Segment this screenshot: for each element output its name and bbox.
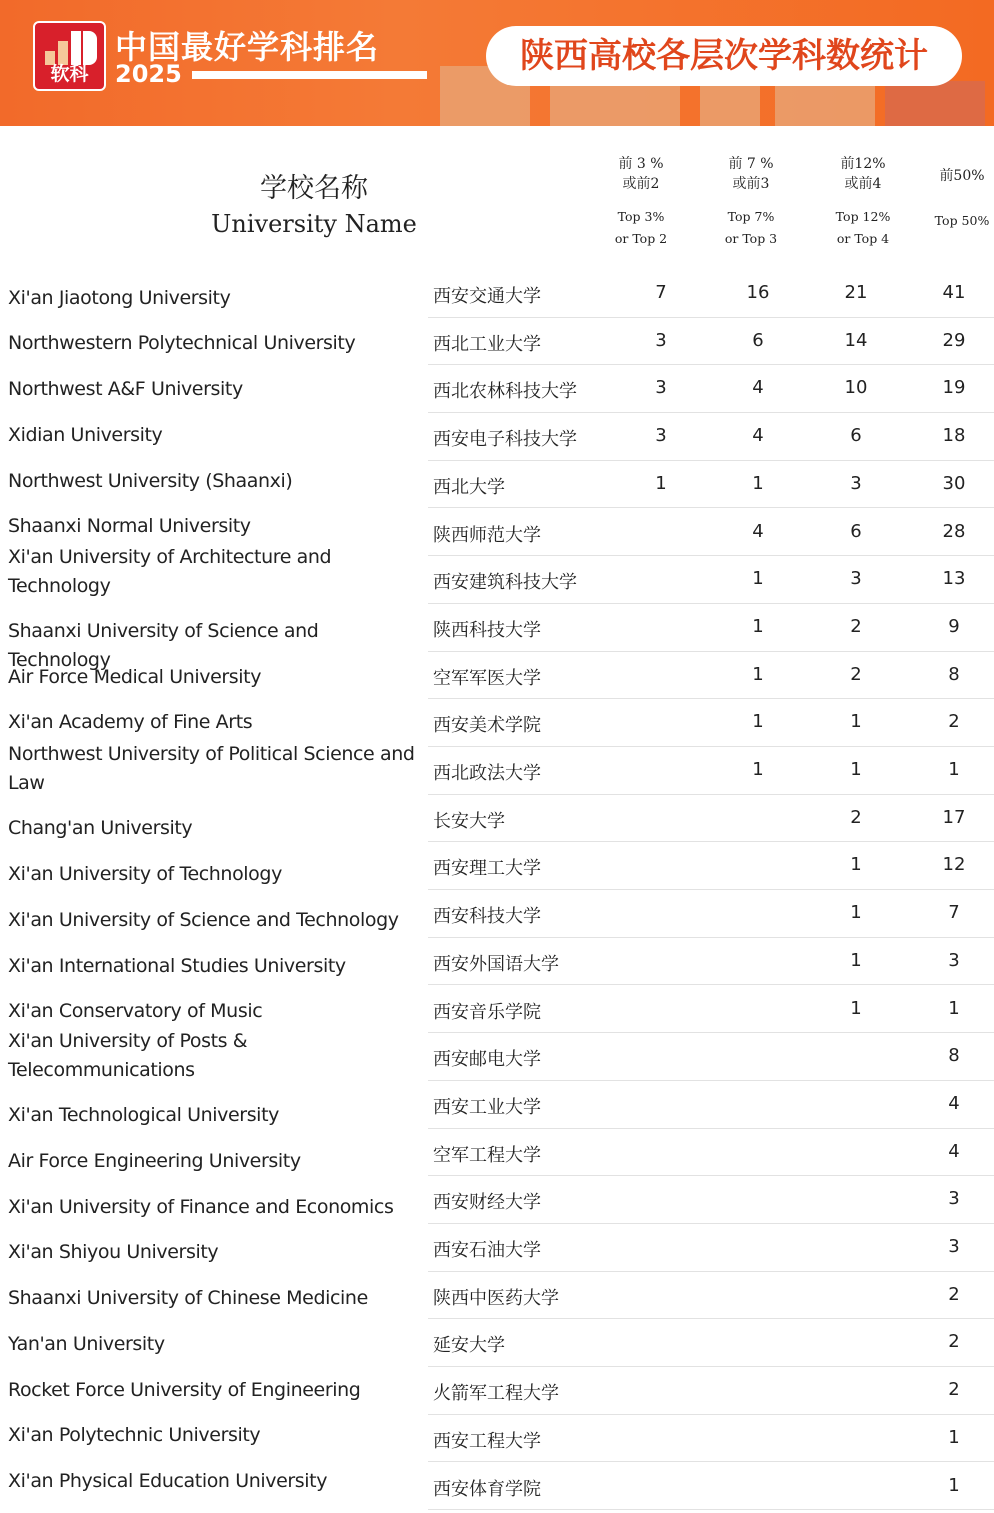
table-row: [428, 365, 994, 413]
subject-count: 1: [948, 1474, 960, 1496]
table-row: [428, 1367, 994, 1415]
subject-count: 4: [752, 425, 764, 447]
table-row: [428, 747, 994, 795]
column-header: [808, 154, 918, 250]
subject-count: 2: [948, 711, 960, 733]
subject-count: 29: [942, 329, 966, 351]
university-name-cn: 西安外国语大学: [433, 953, 559, 975]
university-name-cn: 陕西中医药大学: [433, 1287, 559, 1309]
university-name-cn: 西安邮电大学: [433, 1049, 541, 1071]
table-row: [428, 1415, 994, 1463]
university-name-cn: 西安财经大学: [433, 1192, 541, 1214]
column-header: [586, 154, 696, 250]
column-header-en: [808, 206, 918, 250]
subject-count: 3: [948, 1188, 960, 1210]
column-header-en-line: or Top 3: [724, 231, 778, 246]
table-row: [428, 1176, 994, 1224]
university-name-en: Xi'an University of Posts & Telecommunications: [8, 1030, 248, 1081]
subject-count: 30: [942, 472, 966, 494]
university-name-cn: 西北大学: [433, 476, 505, 498]
subject-count: 6: [850, 425, 862, 447]
university-name-en: Air Force Engineering University: [8, 1150, 301, 1172]
subject-count: 10: [844, 377, 868, 399]
university-name-en: Xi'an International Studies University: [8, 955, 346, 977]
subject-count: 1: [752, 568, 764, 590]
subject-count: 2: [948, 1331, 960, 1353]
table-row: [428, 842, 994, 890]
subject-count: 1: [850, 711, 862, 733]
subject-count: 1: [850, 997, 862, 1019]
university-name-cn: 空军军医大学: [433, 667, 541, 689]
column-header-en: [696, 206, 806, 250]
subject-count: 4: [948, 1092, 960, 1114]
subject-count: 6: [850, 520, 862, 542]
university-name-en: Chang'an University: [8, 817, 193, 839]
university-name-en: Shaanxi University of Science and Technology: [8, 620, 319, 671]
subject-count: 18: [942, 425, 966, 447]
university-name-en: Northwest University (Shaanxi): [8, 470, 293, 492]
column-header-en-line: Top 12%: [835, 209, 891, 224]
column-header-en-line: Top 50%: [934, 213, 990, 228]
column-header-en-line: or Top 2: [614, 231, 668, 246]
subject-count: 1: [752, 759, 764, 780]
university-name-cn: 长安大学: [433, 810, 505, 832]
subject-count: 1: [752, 472, 764, 494]
column-header-cn-line: 或前4: [844, 176, 882, 192]
table-row: [428, 270, 994, 318]
table-row: [428, 1033, 994, 1081]
university-name-en: Yan'an University: [8, 1333, 165, 1355]
table-row: [428, 938, 994, 986]
column-header-cn: [696, 154, 806, 194]
page-title: 陕西高校各层次学科数统计: [486, 26, 962, 86]
subject-count: 2: [850, 806, 862, 828]
university-name-en: Northwestern Polytechnical University: [8, 332, 356, 354]
table-row: [428, 699, 994, 747]
subject-count: 2: [850, 663, 862, 685]
column-header-cn: [808, 154, 918, 194]
column-header-cn-line: 前 7 %: [728, 156, 774, 172]
university-name-en: Shaanxi Normal University: [8, 515, 251, 537]
subject-count: 3: [948, 949, 960, 971]
column-header-name-cn: 学校名称: [260, 173, 368, 204]
column-header-cn-line: 或前3: [732, 176, 770, 192]
table-row: [428, 1129, 994, 1177]
subject-count: 1: [752, 711, 764, 733]
university-name-en: Shaanxi University of Chinese Medicine: [8, 1287, 368, 1309]
university-name-cn: 西安体育学院: [433, 1478, 541, 1500]
subject-count: 4: [752, 520, 764, 542]
university-name-en: Xi'an Polytechnic University: [8, 1424, 261, 1446]
university-name-en: Xi'an Physical Education University: [8, 1470, 328, 1492]
subject-count: 4: [948, 1140, 960, 1162]
column-header-name-en: University Name: [211, 210, 417, 238]
subject-count: 12: [942, 854, 966, 876]
university-name-en: Xi'an Jiaotong University: [8, 287, 231, 309]
university-name-en: Xi'an University of Technology: [8, 863, 282, 885]
university-name-cn: 西安工程大学: [433, 1430, 541, 1452]
table-row: [428, 795, 994, 843]
university-name-en: Xidian University: [8, 424, 163, 446]
university-name-cn: 火箭军工程大学: [433, 1383, 559, 1405]
column-header-en-line: or Top 4: [836, 231, 890, 246]
table-row: [428, 413, 994, 461]
brand-title: 中国最好学科排名: [115, 28, 380, 66]
subject-count: 14: [844, 329, 868, 351]
university-name-en: Xi'an University of Architecture and Technology: [8, 546, 332, 597]
subject-count: 2: [948, 1283, 960, 1305]
subject-count: 41: [942, 282, 966, 303]
subject-count: 16: [746, 282, 770, 303]
column-header-cn: [586, 154, 696, 194]
table-row: [428, 1272, 994, 1320]
subject-count: 7: [948, 902, 960, 924]
table-row: [428, 318, 994, 366]
subject-count: 6: [752, 329, 764, 351]
subject-count: 3: [850, 568, 862, 590]
subject-count: 8: [948, 1045, 960, 1067]
university-name-cn: 西安科技大学: [433, 906, 541, 928]
university-name-cn: 西安交通大学: [433, 286, 541, 307]
table-row: [428, 1319, 994, 1367]
university-name-cn: 西北农林科技大学: [433, 381, 577, 403]
table-row: [428, 652, 994, 700]
banner: [0, 0, 994, 126]
divider: [192, 71, 427, 79]
subject-count: 1: [948, 1426, 960, 1448]
subject-count: 1: [948, 997, 960, 1019]
column-header-cn-line: 前50%: [939, 168, 985, 184]
column-header-en-line: Top 3%: [617, 209, 665, 224]
subject-count: 2: [948, 1379, 960, 1401]
ruanke-logo: 软科: [33, 21, 106, 91]
table-row: [428, 986, 994, 1034]
brand-year: 2025: [115, 60, 182, 88]
university-name-cn: 西安工业大学: [433, 1096, 541, 1118]
subject-count: 4: [752, 377, 764, 399]
subject-count: 3: [655, 377, 667, 399]
column-header-cn: [907, 166, 994, 186]
table-row: [428, 1224, 994, 1272]
university-name-cn: 西安美术学院: [433, 715, 541, 737]
building-illustration: [885, 81, 985, 126]
subject-count: 1: [752, 615, 764, 637]
table-row: [428, 604, 994, 652]
table-row: [428, 509, 994, 557]
table-row: [428, 890, 994, 938]
building-illustration: [775, 86, 875, 126]
subject-count: 7: [655, 282, 667, 303]
table-row: [428, 556, 994, 604]
subject-count: 3: [948, 1236, 960, 1257]
column-header-cn-line: 或前2: [622, 176, 660, 192]
subject-count: 1: [752, 663, 764, 685]
subject-count: 3: [655, 425, 667, 447]
subject-count: 1: [948, 759, 960, 780]
column-header-cn-line: 前12%: [840, 156, 886, 172]
subject-count: 3: [655, 329, 667, 351]
column-header-en-line: Top 7%: [727, 209, 775, 224]
subject-count: 1: [850, 949, 862, 971]
university-name-en: Xi'an Shiyou University: [8, 1241, 219, 1263]
subject-count: 17: [942, 806, 966, 828]
university-name-en: Xi'an Conservatory of Music: [8, 1000, 263, 1022]
subject-count: 8: [948, 663, 960, 685]
table-row: [428, 1463, 994, 1511]
table-row: [428, 461, 994, 509]
university-name-en: Xi'an Technological University: [8, 1104, 279, 1126]
university-name-en: Xi'an Academy of Fine Arts: [8, 711, 253, 733]
subject-count: 28: [942, 520, 966, 542]
university-name-cn: 西安电子科技大学: [433, 429, 577, 451]
subject-count: 1: [655, 472, 667, 494]
subject-count: 21: [844, 282, 868, 303]
column-header: [907, 166, 994, 232]
subject-count: 9: [948, 615, 960, 637]
university-name-en: Northwest A&F University: [8, 378, 243, 400]
university-name-en: Northwest University of Political Science and Law: [8, 743, 415, 794]
university-name-cn: 空军工程大学: [433, 1144, 541, 1166]
subject-count: 2: [850, 615, 862, 637]
university-name-cn: 西安理工大学: [433, 858, 541, 880]
column-header-en: [907, 210, 994, 232]
column-header-en: [586, 206, 696, 250]
university-name-en: Xi'an University of Finance and Economics: [8, 1196, 394, 1218]
subject-count: 1: [850, 902, 862, 924]
university-name-cn: 陕西科技大学: [433, 619, 541, 641]
table-row: [428, 1081, 994, 1129]
subject-count: 1: [850, 854, 862, 876]
building-illustration: [550, 81, 680, 126]
column-header-cn-line: 前 3 %: [618, 156, 664, 172]
university-name-cn: 西北政法大学: [433, 763, 541, 784]
university-name-cn: 西北工业大学: [433, 333, 541, 355]
university-name-cn: 西安音乐学院: [433, 1001, 541, 1023]
university-name-en: Rocket Force University of Engineering: [8, 1379, 361, 1401]
subject-count: 13: [942, 568, 966, 590]
university-name-cn: 西安石油大学: [433, 1240, 541, 1261]
university-name-cn: 西安建筑科技大学: [433, 572, 577, 594]
subject-count: 1: [850, 759, 862, 780]
university-name-cn: 延安大学: [433, 1335, 505, 1357]
university-name-cn: 陕西师范大学: [433, 524, 541, 546]
subject-count: 19: [942, 377, 966, 399]
university-name-en: Xi'an University of Science and Technology: [8, 909, 399, 931]
subject-count: 3: [850, 472, 862, 494]
column-header: [696, 154, 806, 250]
university-name-en: Air Force Medical University: [8, 666, 262, 688]
